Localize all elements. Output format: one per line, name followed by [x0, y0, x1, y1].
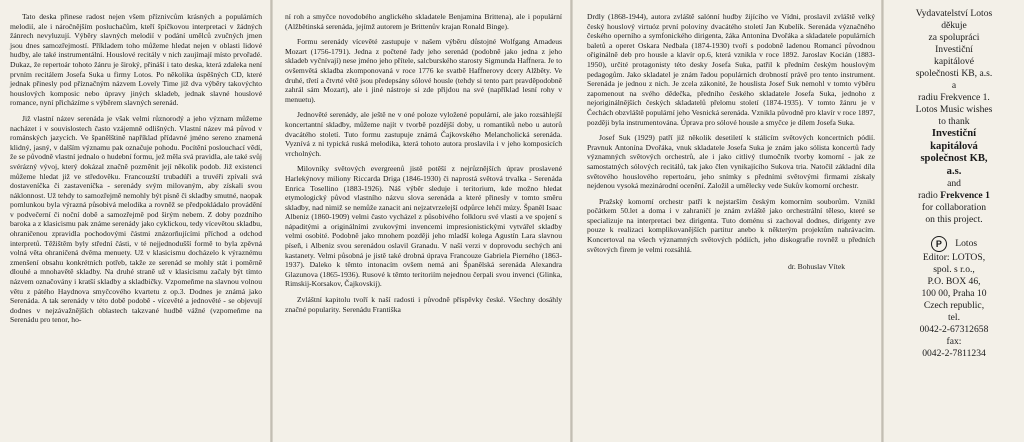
radio-name: Frekvence 1 — [940, 190, 990, 201]
sponsor-name: společnost KB, — [920, 153, 988, 164]
paragraph: Milovníky světových evergreenů jistě potěší z nejrůznějších úprav proslavené Harlekýnovy miliony Riccarda Driga (1846-1930) či naprostá světová trvalka - Serenáda Enrica Tosellino (1883-1926). Náš výběr sleduje i teritorium, kde možno hledat etymologický původ vlastního názvu slova serenáda a které přinesly v tomto směru skladby, nad nimiž se nemůže zanacit ani nejzatvrzelejší odpůrce lehčí múzy. Španěl Isaac Albeniz (1860-1909) velmi často vycházel z působivého folkloru své vlasti a ve spojení s nápaditými a originálními zvukovými invencemi impresionistickými vytvářel skladby velmi osobité. Podobně jako mnohem později jeho mladší kolega Agustín Lara slavnou píseň, i Albeniz svou serenádou oslavil Granadu. V naší verzi v doprovodu sechých ani kastanety. Velmi působná je jistě také drobná úprava Francouze Gabriela Pierného (1863-1937). Daleko k těmto intonacím ovšem nemá ani Španělská serenáda Alexandra Glazunova (1865-1936). Rusové k těmto teritoriím nejednou čerpali svou invenci (Glinka, Rimskij-Korsakov, Čajkovskij). — [285, 164, 562, 289]
address-line: Czech republic, — [923, 300, 985, 311]
address-line: spol. s r.o., — [933, 264, 975, 275]
paragraph: Jednověté serenády, ale ještě ne v oné poloze vyložené populární, ale jako rozsáhlejší koncertantní skladby, můžeme najít v tvorbě pozdější doby, u romantiků nebo u autorů dvacátého století. Tuto formu zastupuje známá Čajkovského Melancholická serenáda. Vyznívá z ni typická ruská melodika, která tohoto autora proslavila i v jeho komposicích vrcholných. — [285, 110, 562, 158]
panel-composers — [273, 0, 570, 442]
paragraph: ní roh a smyčce novodobého anglického skladatele Benjamina Brittena), ale i populární (Alžbětinská serenáda, jejímž autorem je Brittenův krajan Ronald Binge). — [285, 12, 562, 31]
credit-line: kapitálové — [934, 56, 974, 67]
sponsor-name: kapitálová — [930, 140, 978, 152]
credit-line: on this project. — [925, 214, 983, 225]
fax-number: 0042-2-7811234 — [922, 348, 986, 359]
address-line: P.O. BOX 46, — [927, 276, 981, 287]
radio-line — [890, 190, 1018, 202]
phone-number: 0042-2-67312658 — [919, 324, 989, 335]
credit-line: radiu Frekvence 1. — [918, 92, 990, 103]
credit-line: děkuje — [941, 20, 967, 31]
paragraph: Již vlastní název serenáda je však velmi různorodý a jeho význam můžeme nacházet i v souvislostech často vzájemně odlišných. Vlastní název má původ v románských jazycích. Ve španělštině například přídavné jméno sereno znamená klidný, jasný, v dalším významu pak označuje pohodu. Pocítění poslouchací vědí, že se původně vlastní jednalo o hudební formu, jež měla svá pravidla, ale také svůj svérázný vývoj, který dokázal značně pozměnit její několik podob. Již existenci můžeme hledat již ve středověku. Francouzští trubadúři a truvéři zpívali svá dostaveníčka či zastaveníčka - serenády svým milovaným, aby získali svou náklonnost. Už tehdy to samozřejmě nemohly být písně či skladby smutné, naopak pomlunkou byla výrazná působivá melodika a rovněž se předpokládalo provádění v podvečerní či noční době a samozřejmě pod širým nebem. Z doby pozdního baroka a z klasicismu pak známe serenády jako cyklickou, tedy vícevětou skladbu, ohraničenou zpravidla pochodovými částmi znázorňujícími příchod a odchod interpretů. Těžištěm byly střední části, v té nejjednodušší formě to byla zpěvná volná věta ohraničená dvěma menuety. Už v klasicismu docházelo k výraznému zmenšení obsahu konkrétních potřeb, takže ze serenád se mohly stát i poměrně dlouhé a mnohavětě skladby. Na druhé straně už v klasicismu začaly být tímto názvem označovány i kratší skladby a skladbičky. Vzpomeňme na slavnou volnou větu z pátého Haydnova smyčcového kvartetu z op.3. Dodnes je známá jako Serenáda. A tak serenády v této době podobě - vícevěté a jednověté - se objevují dodnes v nejzávažnějších oblastech takzvané hudbě vážné (vzpomeňme na Serenádu pro tenor, ho- — [10, 113, 262, 325]
phonogram-p-icon: P — [931, 236, 947, 252]
paragraph: Tato deska přinese radost nejen všem příznivcům krásných a populárních melodií, ale i náročnějším posluchačům, kteří špičkovou interpretaci v žádných žánrech nevyluzují. Výběry slavných melodií v podání umělců zvučných jmen jsou dnes samozřejmostí. Příkladem toho můžeme hledat nejen v oblasti lidové hudby, ale také instrumentální. Houslové recitály v nich zaujímají místo prvořadé. Dukaz, že repertoár tohoto žánru je široký, přináší i tato deska, která zdaleka není prvním recitálem Josefa Suka u firmy Lotos. Po několika úspěšných CD, které jednak přinesly pod příznačným názvem Lovely Time již dva výběry takovýchto houslových komposic nebo úpravy jiných skladeb, jednak slavné houslové romance, nyní přicházíme s výběrem slavných serenád. — [10, 12, 262, 108]
credit-line: a — [951, 80, 957, 91]
credit-line: and — [947, 178, 961, 189]
credit-line: Investiční — [935, 44, 973, 55]
credit-line: za spolupráci — [928, 32, 980, 43]
fax-label: fax: — [946, 336, 962, 347]
paragraph: Josef Suk (1929) patří již několik desetiletí k stálicím světových koncertních pódií. Pravnuk Antonína Dvořáka, vnuk skladatele Josefa Suka je znám jako sólista koncertů řady významných světových orchestrů, ale i jako citlivý tlumočník tvorby komorní - jak ze samostatných sólových recitálů, tak jako člen vynikajícího Sukova tria. Natočil základní díla světového houslového repertoáru, jeho snímky s předními světovými firmami získaly nejdenou vysoká mezinárodní ocenění. Založil a umělecky vede Sukův komorní orchestr. — [587, 133, 875, 191]
radio-prefix: radio — [918, 190, 938, 201]
credit-line: for collaboration — [921, 202, 987, 213]
sponsor-name: Investiční — [931, 128, 977, 139]
paragraph: Drdly (1868-1944), autora zvláště salónní hudby žijícího ve Vídni, proslavil zvláště velký český houslový virtuóz první poloviny dvacátého století Jan Kubelík. Serenáda význačného českého operního a symfonického dirigenta, žáka Antonína Dvořáka a skladatele populárních baletů a operet Oskara Nedbala (1874-1930) tvoří s podobně ladenou Romancí původnou ořiginálně deb pro housle a klavír op.6, která vznikla v roce 1892. Jaroslav Kocián (1883-1950), určité protagonisty této desky Josefa Suka, patřil k předním českým houslovým pedagogům. Jako skladatel je znám řadou populárních drobností právě pro tento instrument. Serenáda je jednou z nich. Je zcela zákonité, že houslista Josef Suk nemohl v tomto výběru zapomenout na svého dědečka, předního českého skladatele Josefa Suka, jednoho z nejoriginálnějších českých skladatelů přelomu století (1874-1935). V tomto žánru je v Čechách obzvláště populární jeho Vesnická serenáda. Vznikla původně pro klavír v roce 1897, později byla instrumentována. Úprava pro sólové housle a smyčce je dílem Josefa Suka. — [587, 12, 875, 127]
panel-intro — [0, 0, 270, 442]
address-line: 100 00, Praha 10 — [921, 288, 987, 299]
author-signature: dr. Bohuslav Vítek — [787, 262, 845, 272]
label-logo-line — [890, 236, 1018, 252]
credit-line: Lotos Music wishes — [915, 104, 993, 115]
label-name: Lotos — [955, 238, 978, 250]
panel-credits — [884, 0, 1024, 442]
paragraph: Zvláštní kapitolu tvoří k naší radosti i původně příspěvky české. Všechny dosáhly značné popularity. Serenádu Františka — [285, 295, 562, 314]
sponsor-name: a.s. — [946, 165, 962, 177]
address-line: Editor: LOTOS, — [922, 252, 986, 263]
credit-line: společnosti KB, a.s. — [915, 68, 993, 79]
paragraph: Formu serenády vícevěté zastupuje v našem výběru důstojné Wolfgang Amadeus Mozart (1756-1791). Jedna z počtené řady jeho serenád (podobně jako jedna z jeho skladeb vyčnívají) nese jméno jeho přítele, salcburského starosty Sigmunda Haffnera. Je to ovšemvětá skladba zkomponovaná v roce 1776 ke svatbě Haffnerovy dcery Alžběty. Ve druhé, třetí a čtvrté větě jsou předepsány sólové housle (tehdy si tento part pravděpodobně zahrál sám Mozart), ale i jiné nástroje si zde přijdou na své (například lesní rohy v menuetu). — [285, 37, 562, 104]
paragraph: Pražský komorní orchestr patří k nejstarším českým komorním souborům. Vznikl počátkem 50.let a doma i v zahraničí je znám zvláště jako orchestrální těleso, které se specializuje na interpretaci bez dirigenta. Tuto doménu si zachoval dodnes, dirigenty zve pouze k realizaci komplikovanějších partitur anebo k některým projektům nahrávacím. Koncertoval na všech významných světových pódiích, jeho diskografie rovněž u předních světových firem je velmi rozsáhlá. — [587, 196, 875, 254]
panel-performers — [573, 0, 881, 442]
address-line: tel. — [948, 312, 960, 323]
credit-line: Vydavatelství Lotos — [915, 8, 993, 19]
credit-line: to thank — [938, 116, 970, 127]
